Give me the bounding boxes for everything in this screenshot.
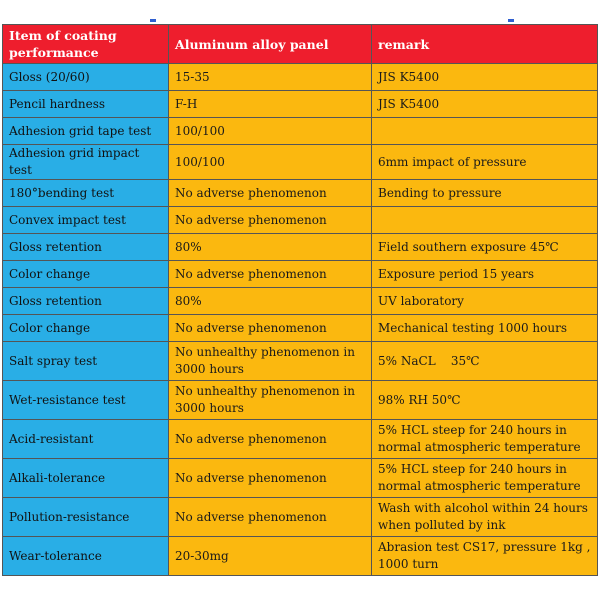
table-row: [3, 342, 598, 381]
item-cell: Wet-resistance test: [3, 381, 169, 420]
value-cell: No adverse phenomenon: [169, 180, 372, 207]
value-cell: 80%: [169, 234, 372, 261]
header-aluminum-panel: Aluminum alloy panel: [169, 25, 372, 64]
item-cell: Color change: [3, 261, 169, 288]
value-cell: 100/100: [169, 118, 372, 145]
value-cell: No adverse phenomenon: [169, 498, 372, 537]
remark-cell: Exposure period 15 years: [372, 261, 598, 288]
item-cell: Gloss (20/60): [3, 64, 169, 91]
table-row: [3, 234, 598, 261]
remark-cell: Mechanical testing 1000 hours: [372, 315, 598, 342]
item-cell: Gloss retention: [3, 288, 169, 315]
value-cell: No unhealthy phenomenon in 3000 hours: [169, 342, 372, 381]
table-row: [3, 91, 598, 118]
item-cell: 180°bending test: [3, 180, 169, 207]
remark-cell: Field southern exposure 45℃: [372, 234, 598, 261]
item-cell: Wear-tolerance: [3, 537, 169, 576]
remark-cell: 6mm impact of pressure: [372, 145, 598, 180]
table-row: [3, 288, 598, 315]
remark-cell: 5% HCL steep for 240 hours in normal atmospheric temperature: [372, 420, 598, 459]
remark-cell: Abrasion test CS17, pressure 1kg , 1000 turn: [372, 537, 598, 576]
header-item: Item of coating performance: [3, 25, 169, 64]
table-row: [3, 145, 598, 180]
table-row: [3, 537, 598, 576]
remark-cell: UV laboratory: [372, 288, 598, 315]
value-cell: 15-35: [169, 64, 372, 91]
value-cell: 80%: [169, 288, 372, 315]
remark-cell: 5% NaCL 35℃: [372, 342, 598, 381]
table-row: [3, 315, 598, 342]
table-row: [3, 180, 598, 207]
coating-performance-table: [2, 24, 598, 576]
table-row: [3, 420, 598, 459]
remark-cell: JIS K5400: [372, 64, 598, 91]
table-row: [3, 381, 598, 420]
table-row: [3, 261, 598, 288]
table-row: [3, 207, 598, 234]
item-cell: Convex impact test: [3, 207, 169, 234]
value-cell: No adverse phenomenon: [169, 207, 372, 234]
remark-cell: [372, 207, 598, 234]
value-cell: 20-30mg: [169, 537, 372, 576]
value-cell: No unhealthy phenomenon in 3000 hours: [169, 381, 372, 420]
value-cell: No adverse phenomenon: [169, 315, 372, 342]
remark-cell: Bending to pressure: [372, 180, 598, 207]
table-row: [3, 64, 598, 91]
item-cell: Acid-resistant: [3, 420, 169, 459]
item-cell: Pollution-resistance: [3, 498, 169, 537]
item-cell: Salt spray test: [3, 342, 169, 381]
table-row: [3, 498, 598, 537]
item-cell: Pencil hardness: [3, 91, 169, 118]
header-row: [3, 25, 598, 64]
item-cell: Color change: [3, 315, 169, 342]
top-mark-right: [508, 19, 514, 22]
table-row: [3, 118, 598, 145]
item-cell: Adhesion grid tape test: [3, 118, 169, 145]
remark-cell: JIS K5400: [372, 91, 598, 118]
remark-cell: 98% RH 50℃: [372, 381, 598, 420]
value-cell: F-H: [169, 91, 372, 118]
table-row: [3, 459, 598, 498]
item-cell: Adhesion grid impact test: [3, 145, 169, 180]
header-remark: remark: [372, 25, 598, 64]
value-cell: 100/100: [169, 145, 372, 180]
item-cell: Gloss retention: [3, 234, 169, 261]
remark-cell: 5% HCL steep for 240 hours in normal atmospheric temperature: [372, 459, 598, 498]
value-cell: No adverse phenomenon: [169, 420, 372, 459]
value-cell: No adverse phenomenon: [169, 261, 372, 288]
value-cell: No adverse phenomenon: [169, 459, 372, 498]
top-mark-left: [150, 19, 156, 22]
item-cell: Alkali-tolerance: [3, 459, 169, 498]
remark-cell: [372, 118, 598, 145]
remark-cell: Wash with alcohol within 24 hours when polluted by ink: [372, 498, 598, 537]
